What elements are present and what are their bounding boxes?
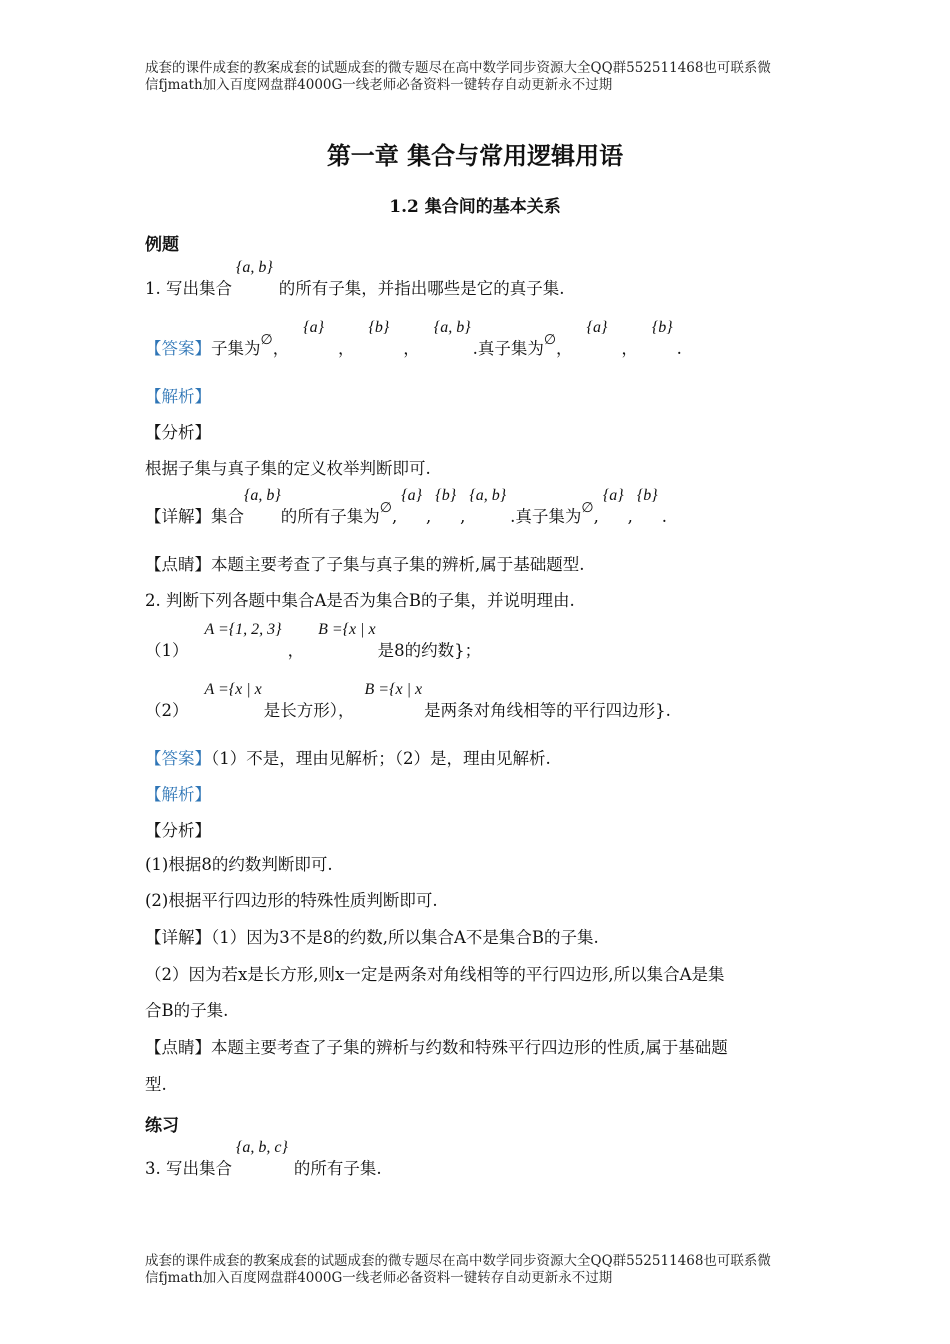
answer-tag: 【答案】 [145, 339, 211, 358]
q2-part2: （2）A ={x | x是长方形），B ={x | x是两条对角线相等的平行四边形}. [145, 681, 671, 720]
q1-xiangjie: 【详解】集合{a, b}的所有子集为∅,{a},{b},{a, b}.真子集为∅,{a},{b}. [145, 487, 667, 526]
q1-dianjing: 【点睛】本题主要考查了子集与真子集的辨析,属于基础题型. [145, 555, 585, 574]
q2-fenxi-tag: 【分析】 [145, 821, 211, 840]
q2-stem: 2. 判断下列各题中集合A是否为集合B的子集，并说明理由. [145, 591, 575, 610]
q1-fenxi-tag: 【分析】 [145, 423, 211, 442]
q1-stem: 1. 写出集合{a, b}的所有子集，并指出哪些是它的真子集. [145, 259, 565, 298]
q2-fenxi-1: (1)根据8的约数判断即可. [145, 855, 333, 874]
q2-fenxi-2: (2)根据平行四边形的特殊性质判断即可. [145, 891, 438, 910]
q2-answer: 【答案】（1）不是，理由见解析；（2）是，理由见解析. [145, 749, 551, 768]
q1-answer: 【答案】子集为∅，{a}，{b}，{a, b}.真子集为∅，{a}，{b}. [145, 319, 682, 358]
q1-set-math: {a, b} [236, 259, 273, 276]
q2-xiangjie-2a: （2）因为若x是长方形,则x一定是两条对角线相等的平行四边形,所以集合A是集 [145, 965, 725, 984]
q3-stem: 3. 写出集合{a, b, c}的所有子集. [145, 1139, 382, 1178]
q2-dianjing-b: 型. [145, 1075, 167, 1094]
header-banner-line2: 信fjmath加入百度网盘群4000G一线老师必备资料一键转存自动更新永不过期 [145, 77, 613, 93]
q1-jiexi-tag: 【解析】 [145, 387, 211, 406]
footer-banner-line1: 成套的课件成套的教案成套的试题成套的微专题尽在高中数学同步资源大全QQ群552511468也可联系微 [145, 1253, 771, 1269]
q1-fenxi-text: 根据子集与真子集的定义枚举判断即可. [145, 459, 431, 478]
practice-heading: 练习 [145, 1116, 179, 1136]
section-title: 1.2 集合间的基本关系 [389, 197, 561, 217]
q2-xiangjie: 【详解】（1）因为3不是8的约数,所以集合A不是集合B的子集. [145, 928, 599, 947]
q3-set-math: {a, b, c} [236, 1139, 288, 1156]
q2-part1: （1）A ={1, 2, 3}，B ={x | x是8的约数}； [145, 621, 482, 660]
q2-xiangjie-2b: 合B的子集. [145, 1001, 229, 1020]
header-banner-line1: 成套的课件成套的教案成套的试题成套的微专题尽在高中数学同步资源大全QQ群552511468也可联系微 [145, 60, 771, 76]
example-heading: 例题 [145, 235, 179, 255]
q2-jiexi-tag: 【解析】 [145, 785, 211, 804]
chapter-title: 第一章 集合与常用逻辑用语 [326, 141, 624, 170]
q2-dianjing-a: 【点睛】本题主要考查了子集的辨析与约数和特殊平行四边形的性质,属于基础题 [145, 1038, 728, 1057]
footer-banner-line2: 信fjmath加入百度网盘群4000G一线老师必备资料一键转存自动更新永不过期 [145, 1270, 613, 1286]
